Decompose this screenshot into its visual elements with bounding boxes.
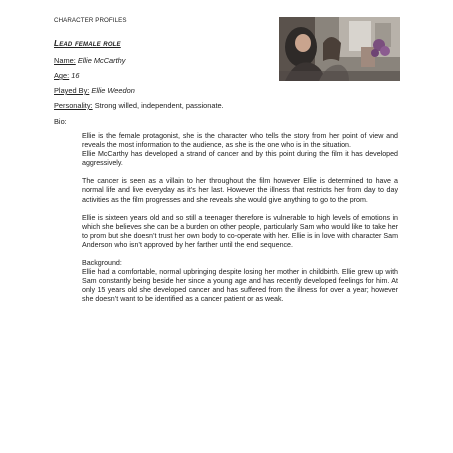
bio-paragraph: Ellie McCarthy has developed a strand of cancer and by this point during the film it has developed aggressively. (82, 150, 398, 168)
bio-paragraph: The cancer is seen as a villain to her throughout the film however Ellie is determined to have a normal life and live everyday as it’s her last. However the illness that restricts her from day to day activities as the film progresses and she reveals she would give anything to go to the prom. (82, 177, 398, 204)
bio-label: Bio: (54, 117, 67, 126)
bio-text (82, 132, 398, 314)
character-photo-image (279, 17, 400, 81)
personality-field (54, 101, 224, 110)
background-heading: Background: (82, 259, 122, 268)
bio-paragraph: Ellie had a comfortable, normal upbringing despite losing her mother in childbirth. Ellie grew up with Sam constantly being beside her since a young age and has recently developed feelings for him. At only 15 years old she developed cancer and has suffered from the illness for over a year; however she doesn’t want to be identified as a cancer patient or as weak. (82, 268, 398, 304)
age-field (54, 71, 80, 80)
played-by-label: Played By: (54, 86, 90, 95)
role-title: Lead female role (54, 39, 121, 48)
played-by-field (54, 86, 135, 95)
section-header: CHARACTER PROFILES (54, 17, 127, 24)
name-label: Name: (54, 56, 76, 65)
name-value: Ellie McCarthy (77, 56, 126, 65)
played-by-value: Ellie Weedon (91, 86, 135, 95)
bio-paragraph: Ellie is the female protagonist, she is the character who tells the story from her point of view and reveals the most information to the audience, as she is the one who is in the situation. (82, 132, 398, 150)
character-photo (279, 17, 400, 81)
age-label: Age: (54, 71, 70, 80)
personality-value: Strong willed, independent, passionate. (94, 101, 224, 110)
personality-label: Personality: (54, 101, 93, 110)
bio-paragraph: Ellie is sixteen years old and so still a teenager therefore is vulnerable to high levels of emotions in which she believes she can be a burden on other people, particularly Sam who would like to take her to prom but she doesn’t trust her own body to co-operate with her. Ellie is in love with character Sam Anderson who isn’t approved by her farther until the end sequence. (82, 213, 398, 249)
name-field (54, 56, 125, 65)
age-value: 16 (71, 71, 80, 80)
